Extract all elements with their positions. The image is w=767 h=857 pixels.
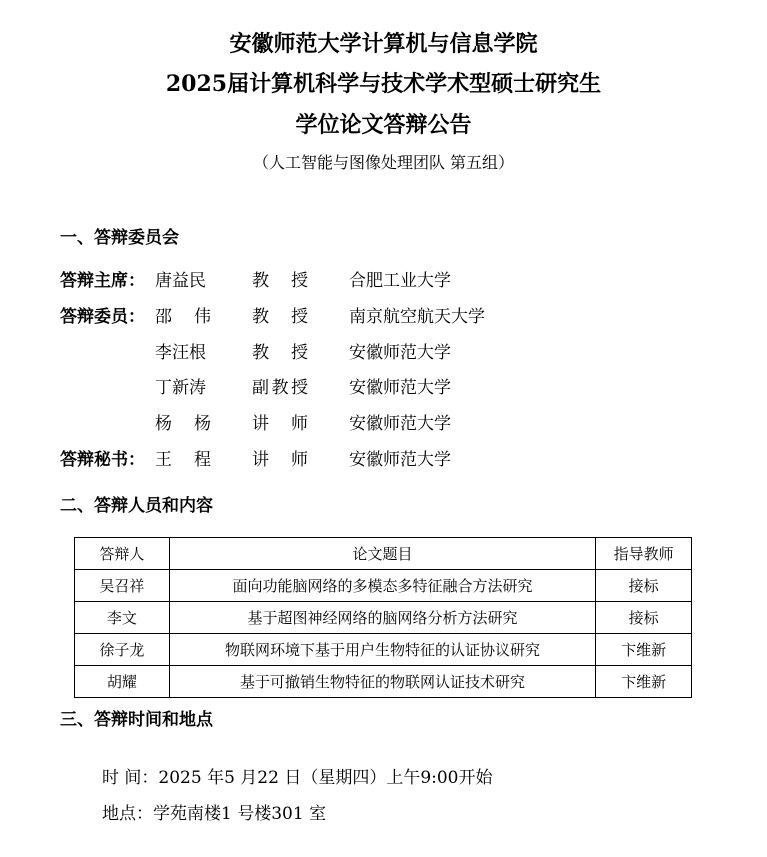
- committee-org: 安徽师范大学: [349, 450, 451, 470]
- committee-title: 教 授: [252, 343, 308, 363]
- speaker-name: 李文: [75, 602, 170, 634]
- committee-title: 教 授: [252, 307, 308, 327]
- thesis-topic: 面向功能脑网络的多模态多特征融合方法研究: [169, 570, 595, 602]
- committee-name: 杨 杨: [155, 414, 211, 434]
- committee-org: 安徽师范大学: [349, 378, 451, 398]
- advisor-name: 卞维新: [596, 634, 692, 666]
- committee-role: 答辩秘书：: [60, 450, 145, 470]
- table-row: [75, 666, 692, 698]
- committee-org: 安徽师范大学: [349, 343, 451, 363]
- committee-title: 讲 师: [252, 414, 308, 434]
- table-row: [75, 634, 692, 666]
- committee-role: 答辩委员：: [60, 307, 145, 327]
- thesis-topic: 物联网环境下基于用户生物特征的认证协议研究: [169, 634, 595, 666]
- group-subtitle: （人工智能与图像处理团队 第五组）: [252, 153, 515, 172]
- committee-heading: 一、答辩委员会: [60, 228, 179, 248]
- committee-title: 副教授: [252, 378, 308, 398]
- thesis-topic: 基于可撤销生物特征的物联网认证技术研究: [169, 666, 595, 698]
- committee-name: 邵 伟: [155, 307, 211, 327]
- defense-place: 地点：学苑南楼1 号楼301 室: [102, 804, 327, 824]
- committee-org: 南京航空航天大学: [349, 307, 485, 327]
- speaker-name: 胡耀: [75, 666, 170, 698]
- table-row: [75, 602, 692, 634]
- speakers-heading: 二、答辩人员和内容: [60, 496, 213, 516]
- thesis-topic: 基于超图神经网络的脑网络分析方法研究: [169, 602, 595, 634]
- committee-org: 合肥工业大学: [349, 271, 451, 291]
- speaker-name: 徐子龙: [75, 634, 170, 666]
- table-row: [75, 570, 692, 602]
- advisor-name: 接标: [596, 570, 692, 602]
- program-title: 2025届计算机科学与技术学术型硕士研究生: [165, 71, 602, 97]
- committee-name: 唐益民: [155, 271, 206, 291]
- defense-time: 时 间：2025 年5 月22 日（星期四）上午9:00开始: [102, 768, 493, 788]
- committee-org: 安徽师范大学: [349, 414, 451, 434]
- column-header-topic: 论文题目: [169, 538, 595, 570]
- committee-name: 王 程: [155, 450, 211, 470]
- speakers-table: [74, 537, 692, 698]
- committee-name: 李汪根: [155, 343, 206, 363]
- college-title: 安徽师范大学计算机与信息学院: [229, 31, 538, 57]
- advisor-name: 卞维新: [596, 666, 692, 698]
- table-header-row: [75, 538, 692, 570]
- column-header-advisor: 指导教师: [596, 538, 692, 570]
- committee-title: 讲 师: [252, 450, 308, 470]
- committee-name: 丁新涛: [155, 378, 206, 398]
- schedule-heading: 三、答辩时间和地点: [60, 710, 213, 730]
- column-header-speaker: 答辩人: [75, 538, 170, 570]
- committee-title: 教 授: [252, 271, 308, 291]
- announcement-title: 学位论文答辩公告: [295, 112, 472, 138]
- speaker-name: 吴召祥: [75, 570, 170, 602]
- advisor-name: 接标: [596, 602, 692, 634]
- committee-role: 答辩主席：: [60, 271, 145, 291]
